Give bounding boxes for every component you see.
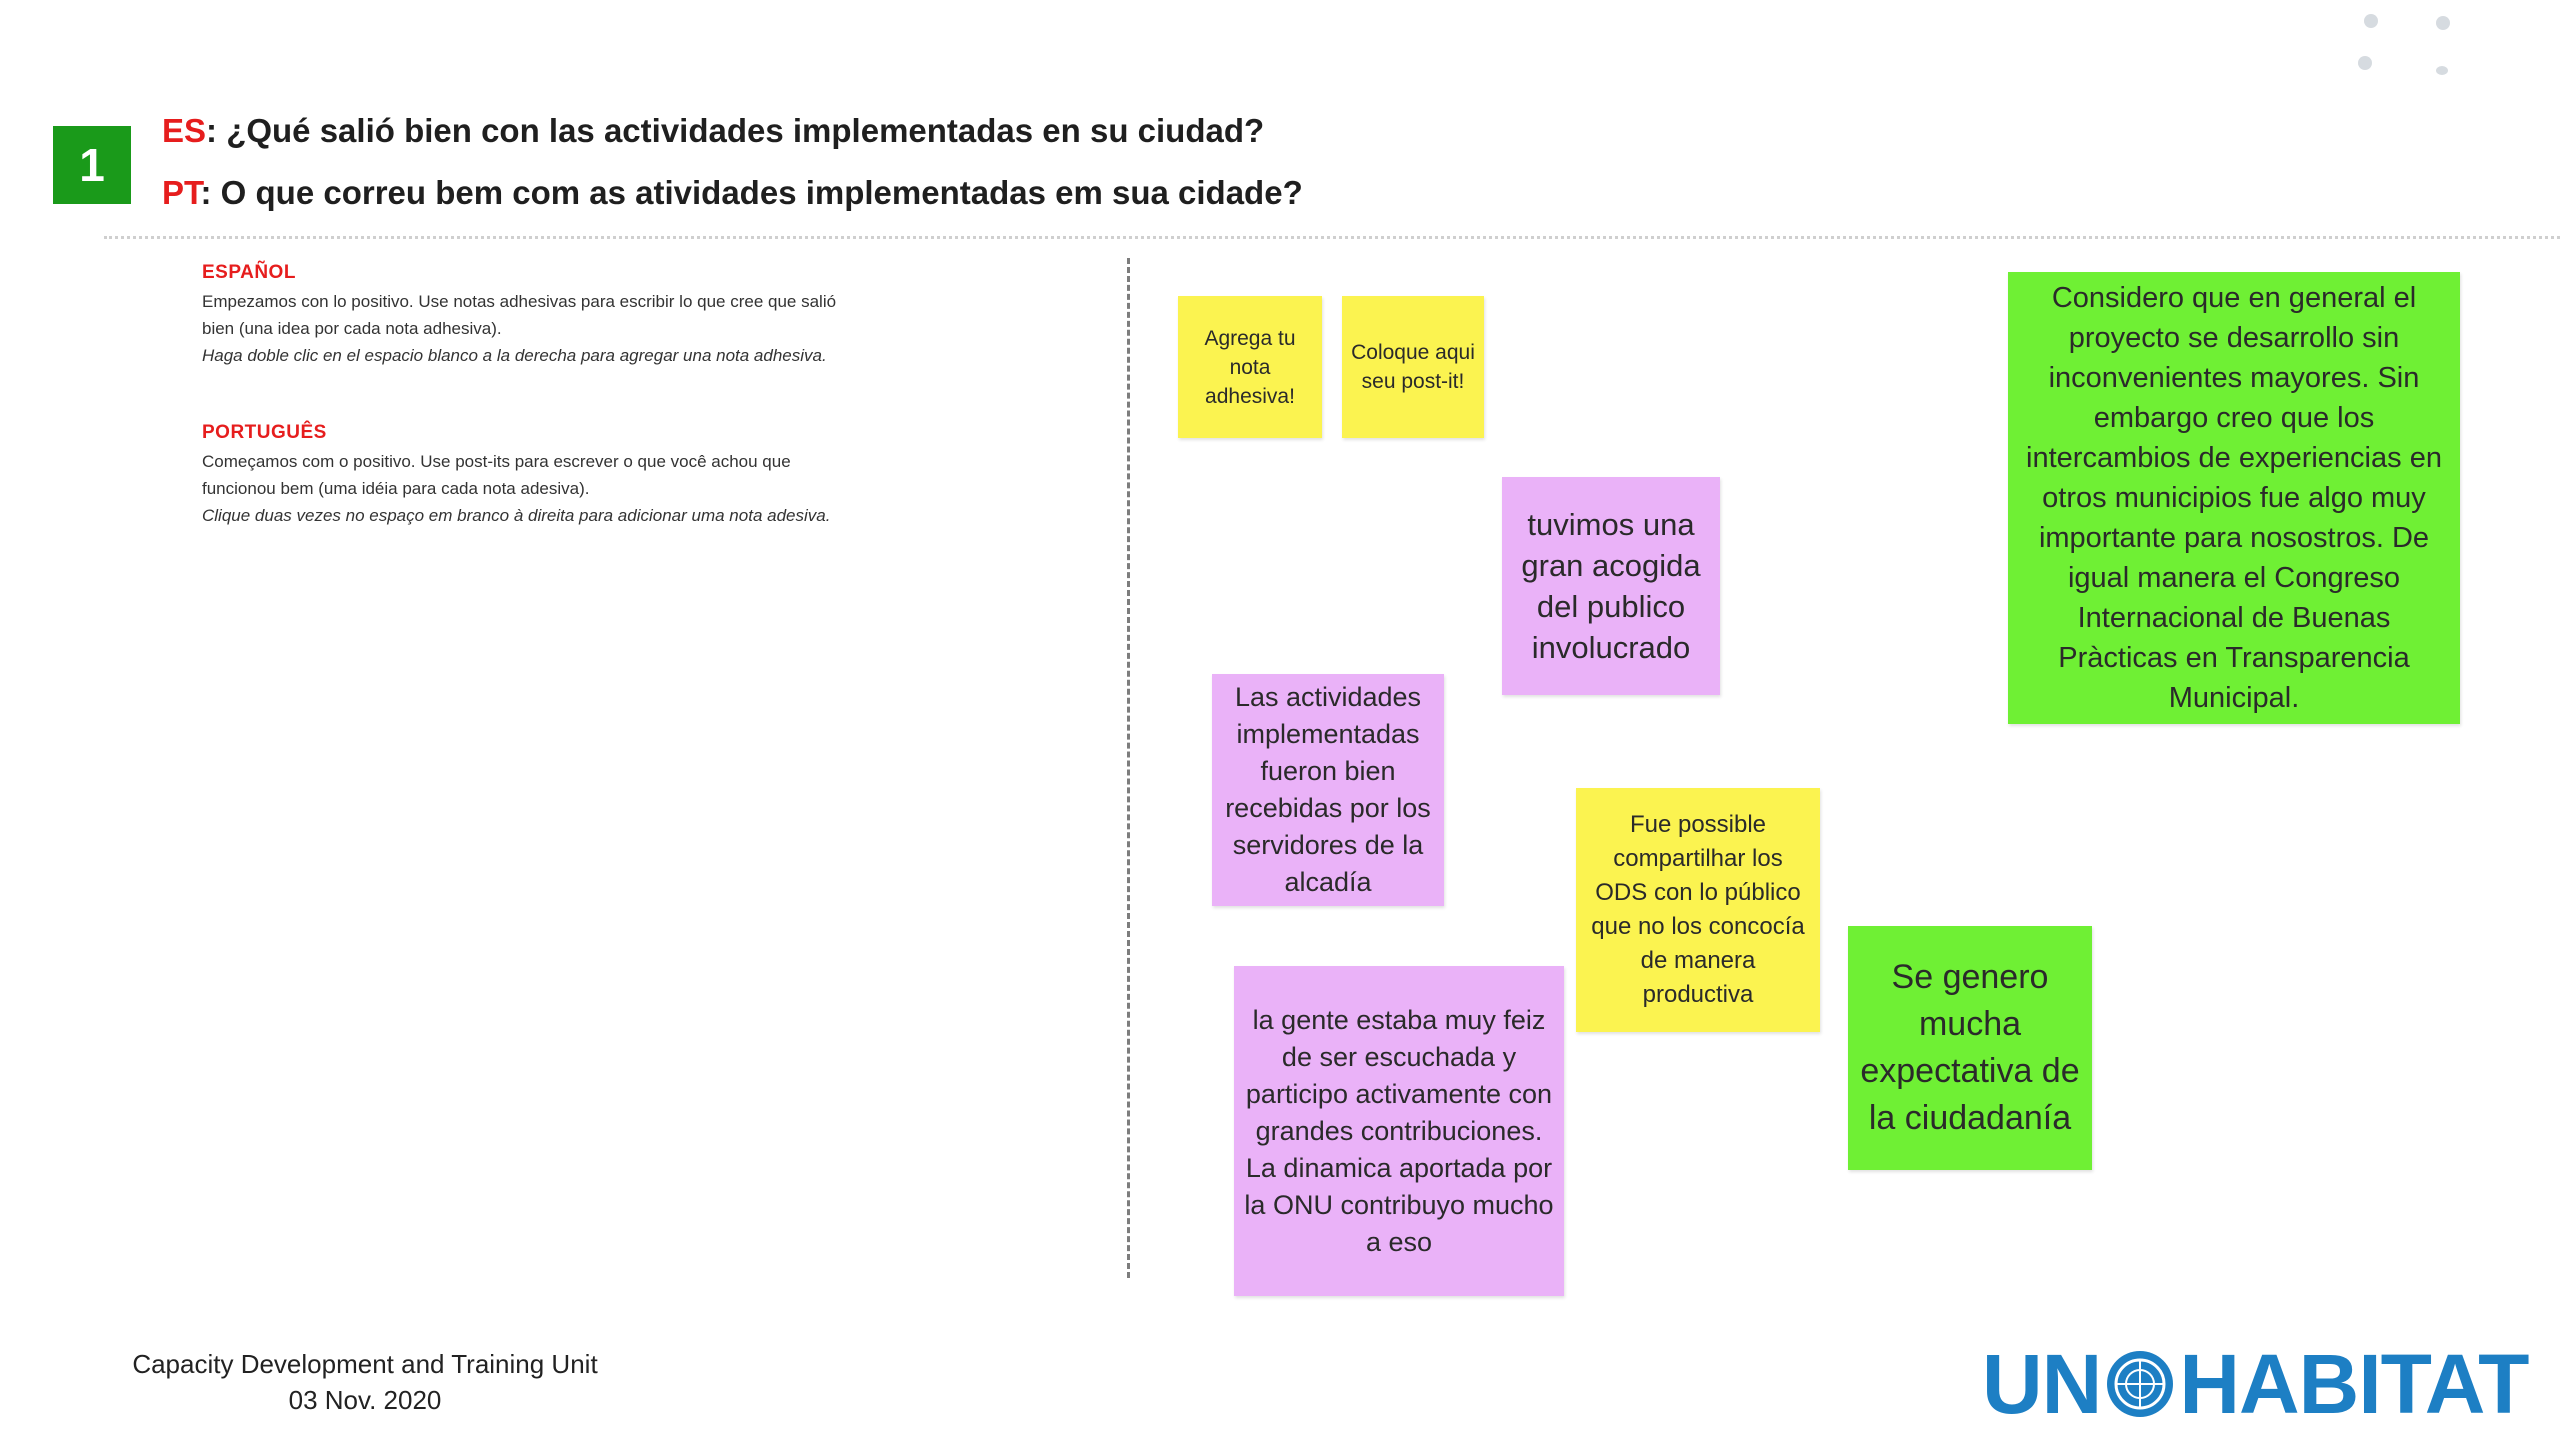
horizontal-divider (104, 236, 2560, 239)
sticky-note[interactable]: Las actividades implementadas fueron bien recebidas por los servidores de la alcadía (1212, 674, 1444, 906)
step-number-badge: 1 (53, 126, 131, 204)
sticky-note[interactable]: Agrega tu nota adhesiva! (1178, 296, 1322, 438)
instructions-pt-body (202, 448, 842, 529)
question-es (162, 112, 1264, 150)
sticky-note[interactable]: Fue possible compartilhar los ODS con lo público que no los concocía de manera productiva (1576, 788, 1820, 1032)
instructions-pt-text: Começamos com o positivo. Use post-its para escrever o que você achou que funcionou bem (uma idéia para cada nota adesiva). (202, 452, 791, 498)
instructions-es-text: Empezamos con lo positivo. Use notas adhesivas para escribir lo que cree que salió bien (una idea por cada nota adhesiva). (202, 292, 837, 338)
instructions-es-hint: Haga doble clic en el espacio blanco a la derecha para agregar una nota adhesiva. (202, 346, 827, 365)
lang-label-es: ES (162, 112, 207, 149)
sticky-note[interactable]: Considero que en general el proyecto se desarrollo sin inconvenientes mayores. Sin embargo creo que los intercambios de experiencias en otros municipios fue algo muy importante para nosostros. De igual manera el Congreso Internacional de Buenas Pràcticas en Transparencia Municipal. (2008, 272, 2460, 724)
instructions-es-body (202, 288, 842, 369)
footer-unit: Capacity Development and Training Unit (132, 1349, 598, 1379)
footer-credits (100, 1346, 630, 1418)
decorative-dot (2364, 14, 2378, 28)
sticky-note[interactable]: Coloque aqui seu post-it! (1342, 296, 1484, 438)
instructions-es-heading: ESPAÑOL (202, 262, 296, 283)
sticky-note[interactable]: la gente estaba muy feiz de ser escuchada y participo activamente con grandes contribuciones. La dinamica aportada por la ONU contribuyo mucho a eso (1234, 966, 1564, 1296)
decorative-dot (2436, 16, 2450, 30)
logo-text-habitat: HABITAT (2179, 1336, 2529, 1431)
sticky-note[interactable]: Se genero mucha expectativa de la ciudadanía (1848, 926, 2092, 1170)
un-emblem-icon (2105, 1349, 2175, 1419)
question-es-text: : ¿Qué salió bien con las actividades implementadas en su ciudad? (206, 112, 1265, 149)
question-pt-text: : O que correu bem com as atividades implementadas em sua cidade? (200, 174, 1303, 211)
instructions-pt-hint: Clique duas vezes no espaço em branco à direita para adicionar uma nota adesiva. (202, 506, 831, 525)
decorative-dot (2436, 66, 2448, 75)
logo-text-un: UN (1982, 1336, 2102, 1431)
sticky-note[interactable]: tuvimos una gran acogida del publico involucrado (1502, 477, 1720, 695)
footer-date: 03 Nov. 2020 (288, 1385, 442, 1415)
vertical-divider (1127, 258, 1130, 1278)
question-pt (162, 174, 1303, 212)
un-habitat-logo (1982, 1336, 2530, 1431)
decorative-dot (2358, 56, 2372, 70)
lang-label-pt: PT (162, 174, 201, 211)
instructions-pt-heading: PORTUGUÊS (202, 422, 327, 443)
